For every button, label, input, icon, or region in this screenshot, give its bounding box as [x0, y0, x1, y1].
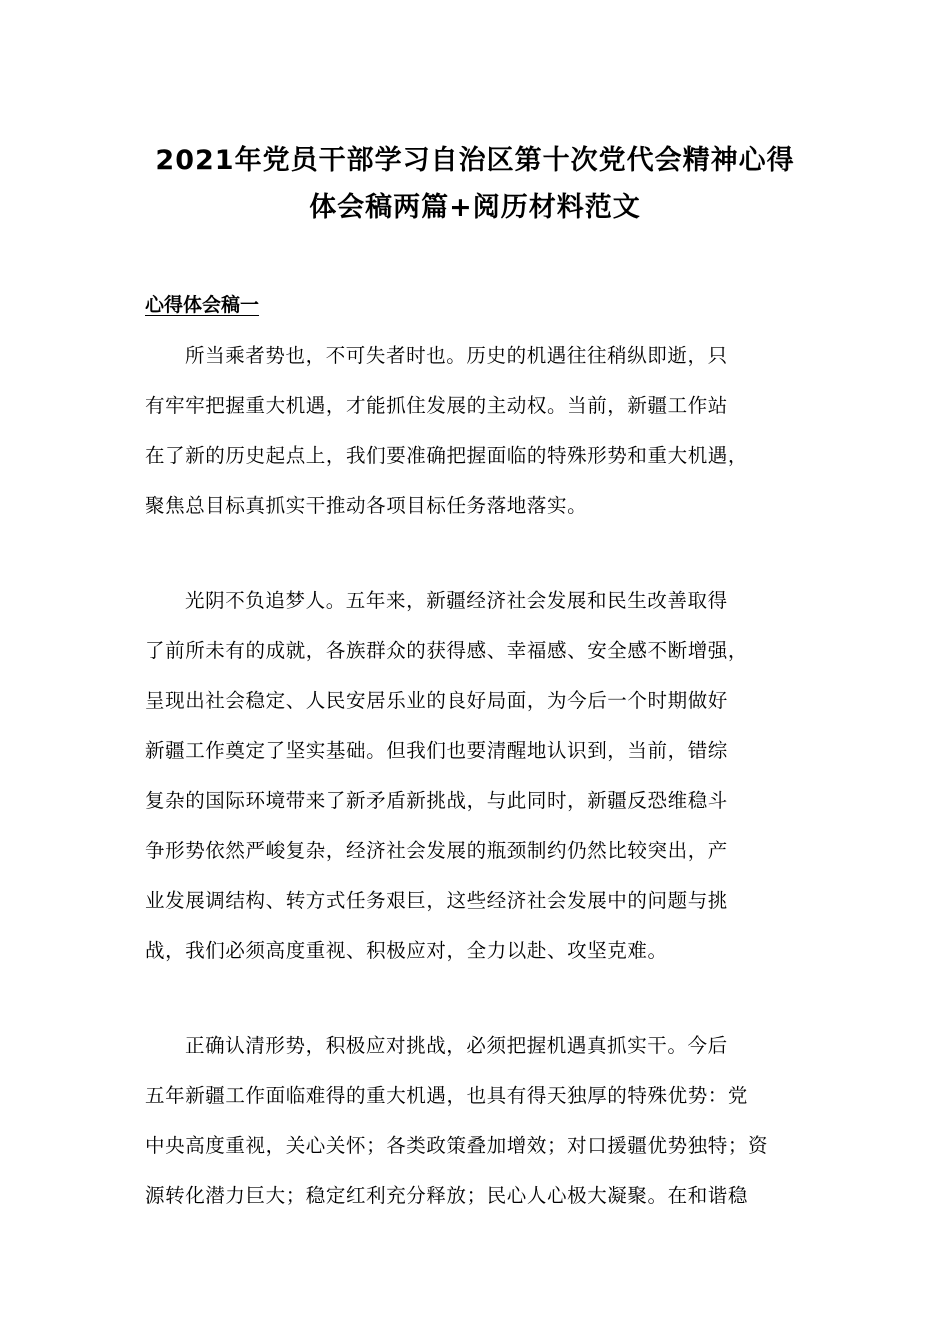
paragraph-line: 所当乘者势也，不可失者时也。历史的机遇往往稍纵即逝，只 [185, 344, 728, 367]
paragraph-line: 新疆工作奠定了坚实基础。但我们也要清醒地认识到，当前，错综 [145, 739, 728, 762]
paragraph-3 [145, 1021, 805, 1221]
paragraph-line: 聚焦总目标真抓实干推动各项目标任务落地落实。 [145, 494, 588, 517]
document-title-line-2: 体会稿两篇+阅历材料范文 [309, 192, 641, 223]
paragraph-line: 争形势依然严峻复杂，经济社会发展的瓶颈制约仍然比较突出，产 [145, 839, 728, 862]
paragraph-line: 源转化潜力巨大；稳定红利充分释放；民心人心极大凝聚。在和谐稳 [145, 1184, 749, 1207]
paragraph-2 [145, 576, 805, 976]
paragraph-1 [145, 331, 805, 531]
paragraph-line: 业发展调结构、转方式任务艰巨，这些经济社会发展中的问题与挑 [145, 889, 728, 912]
paragraph-line: 了前所未有的成就，各族群众的获得感、幸福感、安全感不断增强， [145, 639, 749, 662]
section-heading: 心得体会稿一 [145, 294, 260, 316]
paragraph-line: 有牢牢把握重大机遇，才能抓住发展的主动权。当前，新疆工作站 [145, 394, 728, 417]
paragraph-line: 呈现出社会稳定、人民安居乐业的良好局面，为今后一个时期做好 [145, 689, 728, 712]
paragraph-line: 中央高度重视，关心关怀；各类政策叠加增效；对口援疆优势独特；资 [145, 1134, 769, 1157]
paragraph-line: 在了新的历史起点上，我们要准确把握面临的特殊形势和重大机遇， [145, 444, 749, 467]
paragraph-line: 五年新疆工作面临难得的重大机遇，也具有得天独厚的特殊优势：党 [145, 1084, 749, 1107]
document-title-line-1: 2021年党员干部学习自治区第十次党代会精神心得 [155, 145, 795, 176]
paragraph-line: 复杂的国际环境带来了新矛盾新挑战，与此同时，新疆反恐维稳斗 [145, 789, 728, 812]
paragraph-line: 正确认清形势，积极应对挑战，必须把握机遇真抓实干。今后 [185, 1034, 728, 1057]
paragraph-line: 光阴不负追梦人。五年来，新疆经济社会发展和民生改善取得 [185, 589, 728, 612]
paragraph-line: 战，我们必须高度重视、积极应对，全力以赴、攻坚克难。 [145, 939, 668, 962]
